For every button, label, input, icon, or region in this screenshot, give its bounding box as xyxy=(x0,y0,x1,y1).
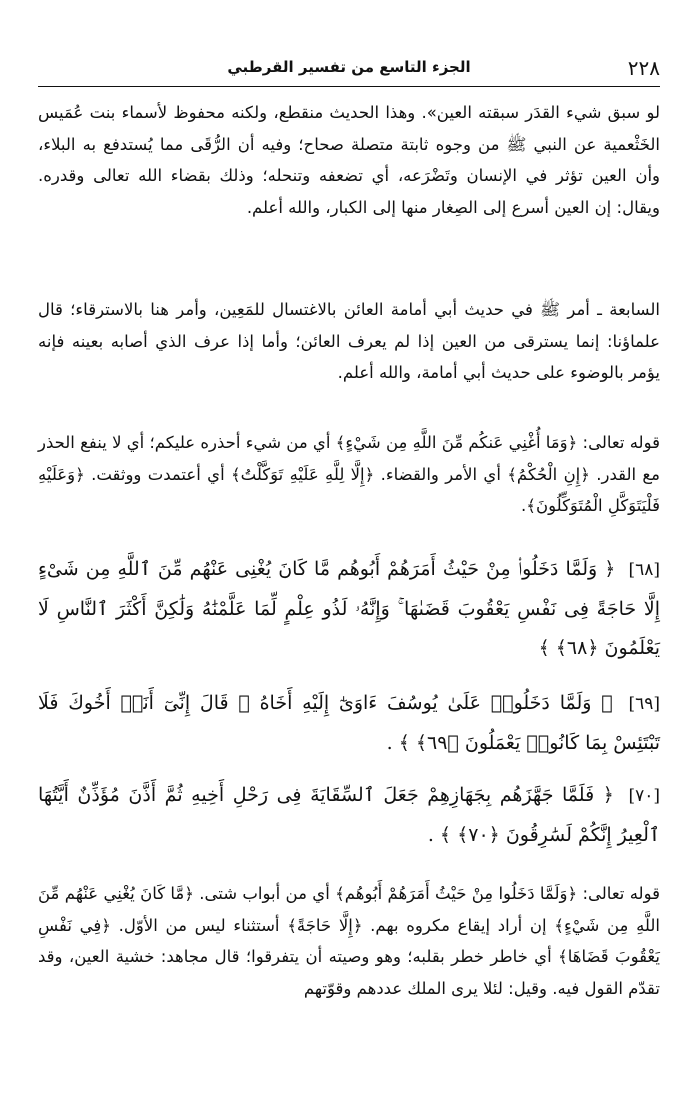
page-number: ٢٢٨ xyxy=(627,56,660,80)
verse-text: ﴿ فَلَمَّا جَهَّزَهُم بِجَهَازِهِمْ جَعَلَ ٱلسِّقَايَةَ فِى رَحْلِ أَخِيهِ ثُمَّ أَذَّنَ مُؤَذِّنٌ أَيَّتُهَا ٱلْعِيرُ إِنَّكُمْ لَسَٰرِقُونَ ﴿٧٠﴾ ﴾ . xyxy=(38,784,660,846)
verse-block xyxy=(38,684,660,763)
paragraph: لو سبق شيء القدَر سبقته العين». وهذا الحديث منقطع، ولكنه محفوظ لأسماء بنت عُمَيس الخَثْعمية عن النبي ﷺ من وجوه ثابتة متصلة صحاح؛ وفيه أن الرُّقَى مما يُستدفع به البلاء، وأن العين تؤثر في الإنسان وتَضْرَعه، أي تضعفه وتنحله؛ وذلك بقضاء الله تعالى وقدره. ويقال: إن العين أسرع إلى الصِغار منها إلى الكبار، والله أعلم. xyxy=(38,103,660,217)
verse-number: [٦٩] xyxy=(628,694,660,714)
verse-text: ﴿ وَلَمَّا دَخَلُوا۟ عَلَىٰ يُوسُفَ ءَاوَىٰٓ إِلَيْهِ أَخَاهُ ۖ قَالَ إِنِّىٓ أَنَا۠ أَخُوكَ فَلَا تَبْتَئِسْ بِمَا كَانُوا۟ يَعْمَلُونَ ﴿٦٩﴾ ﴾ . xyxy=(38,692,660,754)
verse-text: ﴿ وَلَمَّا دَخَلُوا۟ مِنْ حَيْثُ أَمَرَهُمْ أَبُوهُم مَّا كَانَ يُغْنِى عَنْهُم مِّنَ ٱللَّهِ مِن شَىْءٍ إِلَّا حَاجَةً فِى نَفْسِ يَعْقُوبَ قَضَىٰهَا ۚ وَإِنَّهُۥ لَذُو عِلْمٍ لِّمَا عَلَّمْنَٰهُ وَلَٰكِنَّ أَكْثَرَ ٱلنَّاسِ لَا يَعْلَمُونَ ﴿٦٨﴾ ﴾ xyxy=(38,558,660,659)
page-header xyxy=(38,56,660,87)
paragraph: السابعة ـ أمر ﷺ في حديث أبي أمامة العائن بالاغتسال للمَعِين، وأمر هنا بالاسترقاء؛ قال علماؤنا: إنما يسترقى من العين إذا لم يعرف العائن؛ وأما إذا عرف الذي أصابه بعينه فإنه يؤمر بالوضوء على حديث أبي أمامة، والله أعلم. xyxy=(38,300,660,382)
paragraph: قوله تعالى: ﴿وَمَا أُغْنِي عَنكُم مِّنَ اللَّهِ مِن شَيْءٍ﴾ أي من شيء أحذره عليكم؛ أي لا ينفع الحذر مع القدر. ﴿إِنِ الْحُكْمُ﴾ أي الأمر والقضاء. ﴿إِلَّا لِلَّهِ عَلَيْهِ تَوَكَّلْتُ﴾ أي أعتمدت ووثقت. ﴿وَعَلَيْهِ فَلْيَتَوَكَّلِ الْمُتَوَكِّلُونَ﴾. xyxy=(38,433,660,515)
verse-block xyxy=(38,550,660,668)
verse-number: [٧٠] xyxy=(628,786,660,806)
running-title: الجزء التاسع من تفسير القرطبي xyxy=(227,58,471,76)
commentary-paragraph: قوله تعالى: ﴿وَلَمَّا دَخَلُوا مِنْ حَيْثُ أَمَرَهُمْ أَبُوهُم﴾ أي من أبواب شتى. ﴿مَّا كَانَ يُغْنِي عَنْهُم مِّنَ اللَّهِ مِن شَيْءٍ﴾ إن أراد إيقاع مكروه بهم. ﴿إِلَّا حَاجَةً﴾ أستثناء ليس من الأوّل. ﴿فِي نَفْسِ يَعْقُوبَ قَضَاهَا﴾ أي خاطر خطر بقلبه؛ وهو وصيته أن يتفرقوا؛ قال مجاهد: خشية العين، وقد تقدّم القول فيه. وقيل: لئلا يرى الملك عددهم وقوّتهم xyxy=(38,884,660,998)
verse-block xyxy=(38,776,660,855)
verse-number: [٦٨] xyxy=(628,560,660,580)
